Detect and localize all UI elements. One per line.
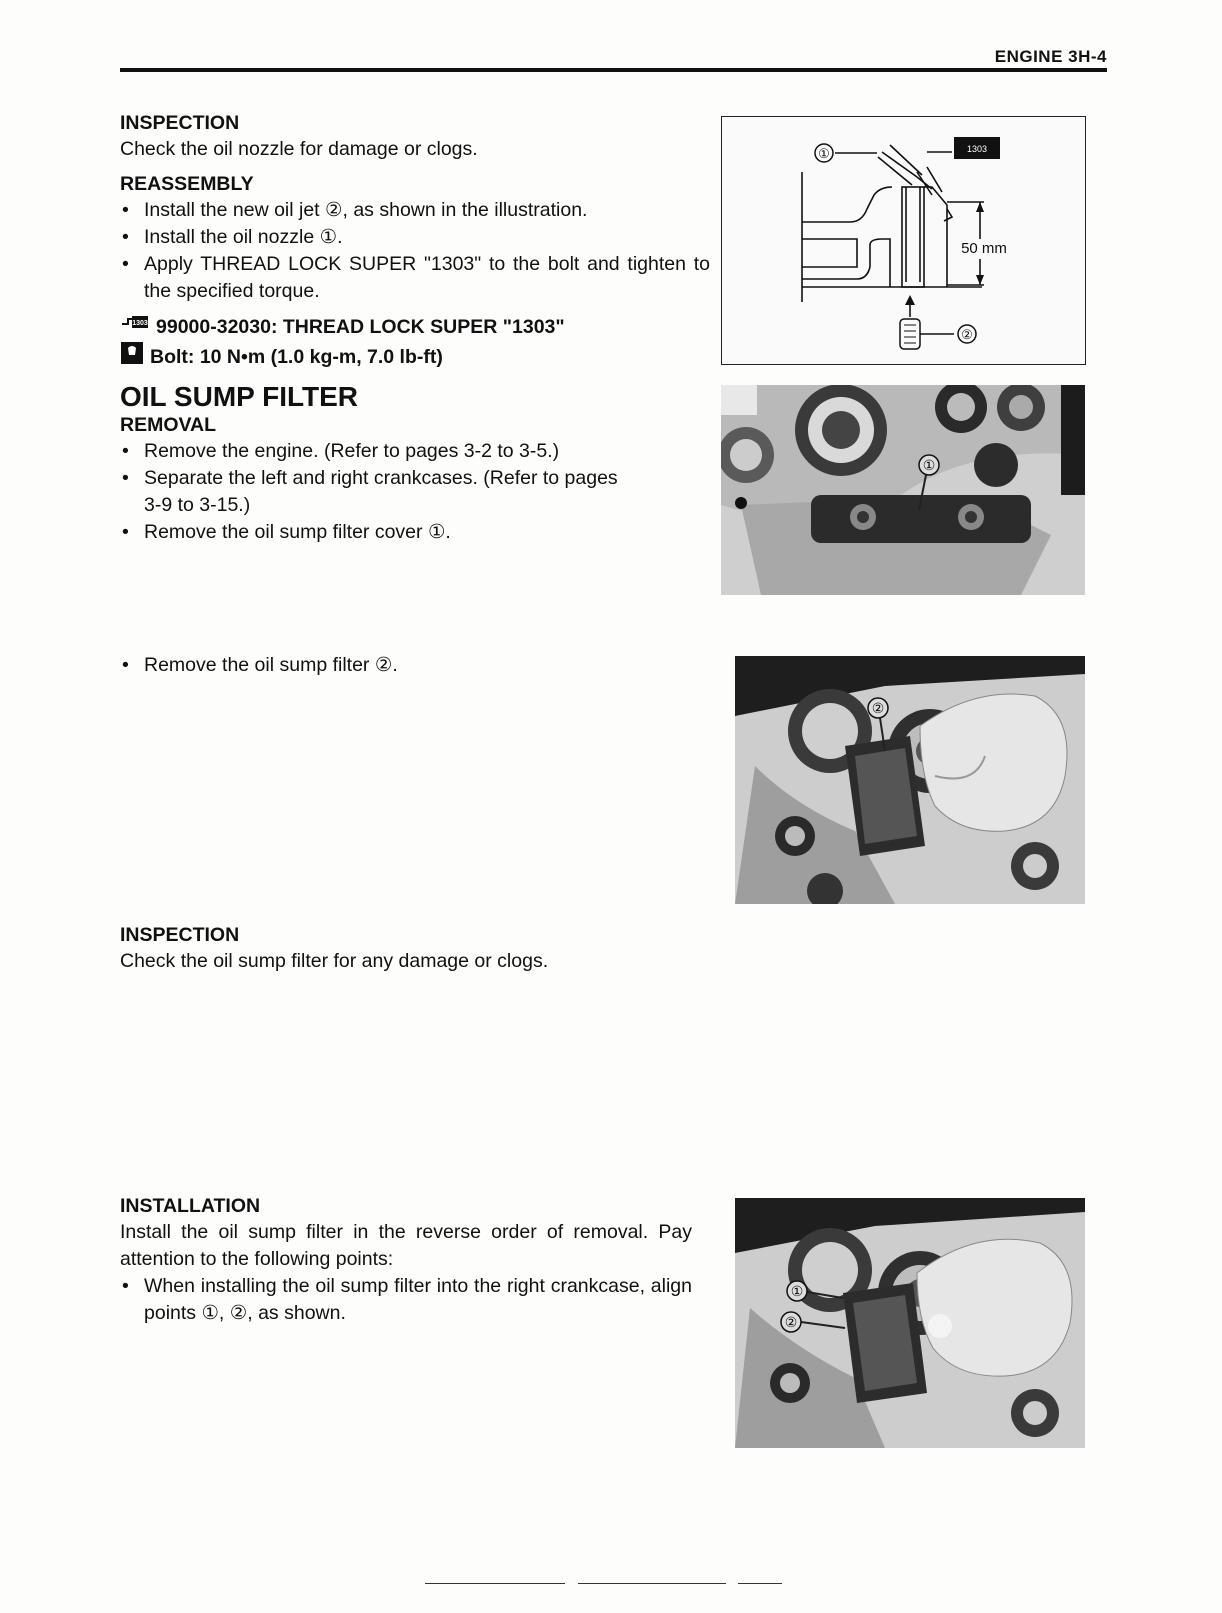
installation-heading: INSTALLATION (120, 1195, 261, 1217)
footer-rule (425, 1583, 565, 1584)
photo3-callout-2: ② (784, 1314, 798, 1330)
thread-lock-text: 99000-32030: THREAD LOCK SUPER "1303" (156, 315, 565, 338)
list-item: • Install the oil nozzle ①. (120, 224, 710, 251)
footer-rule (578, 1583, 726, 1584)
photo2-callout-2: ② (871, 700, 885, 716)
footer-rule (738, 1583, 782, 1584)
installation-text: Install the oil sump filter in the reverse order of removal. Pay attention to the following points: (120, 1221, 692, 1270)
section-title: OIL SUMP FILTER (120, 381, 359, 412)
photo3-callout-1: ① (790, 1283, 804, 1299)
photo1-callout-1: ① (922, 457, 936, 473)
reassembly-heading: REASSEMBLY (120, 173, 254, 195)
list-item: • When installing the oil sump filter into the right crankcase, align points ①, ②, as shown. (120, 1273, 692, 1327)
oil-nozzle-diagram (721, 116, 1086, 365)
reassembly-list (120, 197, 710, 305)
photo-remove-sump-filter (735, 656, 1085, 904)
installation-list (120, 1273, 692, 1327)
sump-filter-inspection (120, 922, 710, 975)
oil-sump-filter-section (120, 382, 710, 546)
oil-nozzle-section (120, 110, 710, 373)
inspection-text: Check the oil sump filter for any damage or clogs. (120, 950, 549, 972)
diagram-dimension: 50 mm (961, 240, 1007, 257)
photo-align-sump-filter (735, 1198, 1085, 1448)
photo-sump-filter-cover (721, 385, 1085, 595)
thread-lock-icon (120, 313, 150, 341)
removal-list (120, 438, 620, 546)
page-header: ENGINE 3H-4 (994, 47, 1107, 66)
torque-spec (120, 341, 710, 373)
diagram-bolt-tag: 1303 (966, 144, 988, 154)
inspection-heading: INSPECTION (120, 924, 240, 946)
list-item: • Remove the oil sump filter cover ①. (120, 519, 620, 546)
installation-section (120, 1193, 692, 1327)
inspection-text: Check the oil nozzle for damage or clogs. (120, 138, 478, 160)
remove-filter-step (120, 652, 710, 679)
list-item: • Remove the engine. (Refer to pages 3-2 to 3-5.) (120, 438, 620, 465)
thread-lock-spec (120, 313, 710, 341)
torque-text: Bolt: 10 N•m (1.0 kg-m, 7.0 lb-ft) (150, 345, 443, 368)
removal-heading: REMOVAL (120, 414, 217, 436)
filter-removal-list (120, 652, 710, 679)
inspection-heading: INSPECTION (120, 112, 240, 134)
thread-lock-icon-label: 1303 (132, 320, 148, 327)
diagram-callout-1: ① (818, 146, 830, 161)
list-item: • Remove the oil sump filter ②. (120, 652, 710, 679)
list-item: • Install the new oil jet ②, as shown in the illustration. (120, 197, 710, 224)
header-rule (120, 68, 1107, 72)
list-item: • Separate the left and right crankcases. (Refer to pages 3-9 to 3-15.) (120, 465, 620, 519)
torque-wrench-icon (120, 341, 144, 373)
diagram-callout-2: ② (961, 327, 973, 342)
list-item: • Apply THREAD LOCK SUPER "1303" to the bolt and tighten to the specified torque. (120, 251, 710, 305)
